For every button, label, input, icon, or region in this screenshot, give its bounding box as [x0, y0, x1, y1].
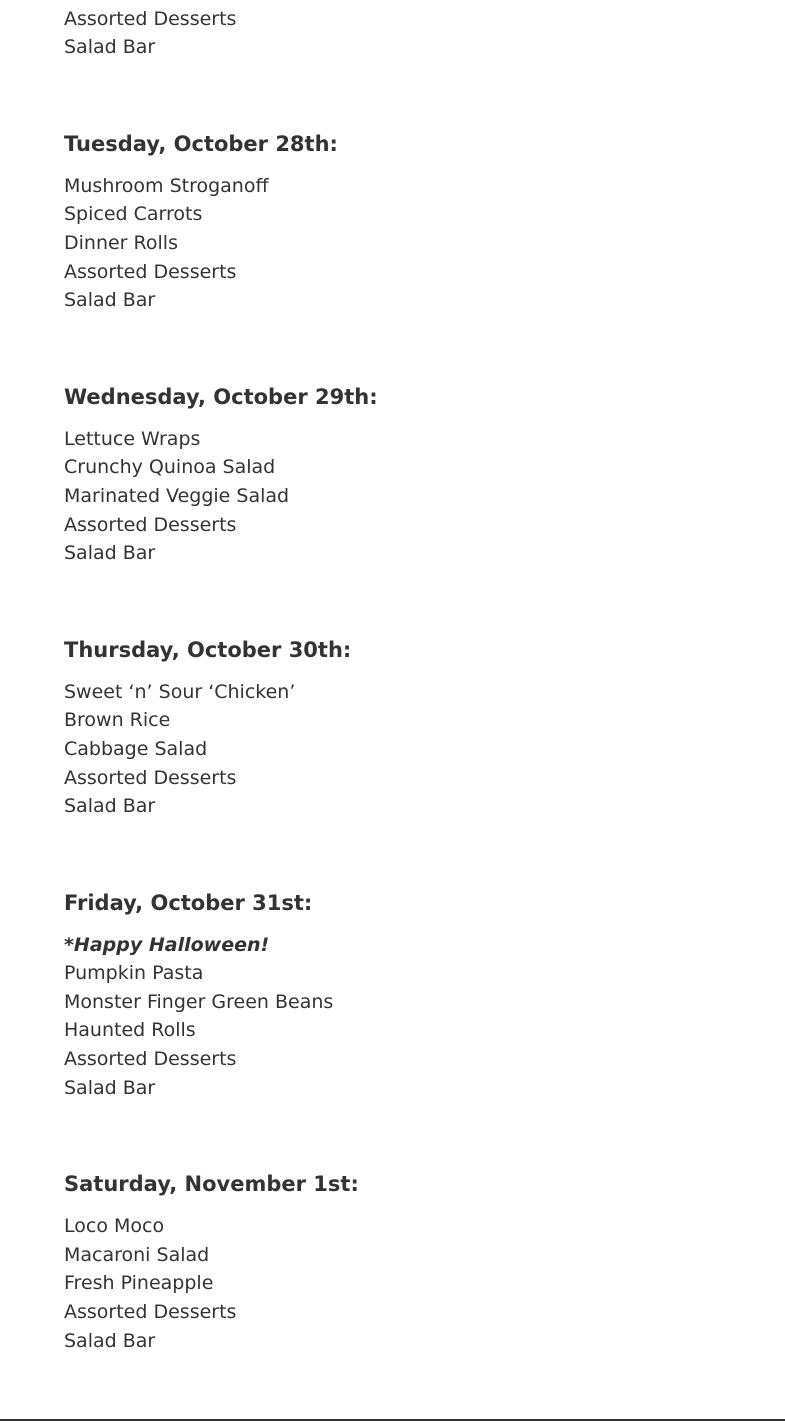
menu-item: Assorted Desserts — [64, 513, 237, 536]
menu-items — [64, 0, 765, 62]
menu-item: Assorted Desserts — [64, 260, 237, 283]
day-section-wednesday — [64, 383, 765, 568]
menu-items — [64, 172, 765, 315]
menu-item: Cabbage Salad — [64, 737, 208, 760]
menu-item: Assorted Desserts — [64, 766, 237, 789]
menu-item: Assorted Desserts — [64, 1301, 237, 1324]
menu-item: Salad Bar — [64, 1329, 156, 1352]
menu-items — [64, 1212, 765, 1355]
day-heading: Saturday, November 1st: — [64, 1172, 359, 1197]
menu-item: Dinner Rolls — [64, 231, 178, 254]
menu-item: Lettuce Wraps — [64, 427, 201, 450]
menu-item: Assorted Desserts — [64, 7, 237, 30]
menu-item: Crunchy Quinoa Salad — [64, 456, 276, 479]
menu-items — [64, 425, 765, 568]
menu-item: Salad Bar — [64, 542, 156, 565]
day-heading: Tuesday, October 28th: — [64, 131, 338, 156]
menu-item: Sweet ‘n’ Sour ‘Chicken’ — [64, 680, 296, 703]
menu-item: Spiced Carrots — [64, 203, 203, 226]
day-section-partial — [64, 0, 765, 62]
menu-item: Fresh Pineapple — [64, 1272, 214, 1295]
menu-item: Mushroom Stroganoff — [64, 174, 269, 197]
menu-item: Haunted Rolls — [64, 1019, 196, 1042]
halloween-note: *Happy Halloween! — [64, 933, 270, 956]
menu-item: Salad Bar — [64, 289, 156, 312]
menu-item: Loco Moco — [64, 1215, 165, 1238]
menu-item: Macaroni Salad — [64, 1243, 210, 1266]
menu-item: Assorted Desserts — [64, 1048, 237, 1071]
menu-item: Monster Finger Green Beans — [64, 990, 334, 1013]
bottom-divider — [0, 1419, 785, 1421]
menu-item: Salad Bar — [64, 1076, 156, 1099]
menu-list — [64, 0, 765, 1355]
day-section-thursday — [64, 636, 765, 821]
day-section-saturday — [64, 1170, 765, 1355]
menu-item: Marinated Veggie Salad — [64, 484, 290, 507]
day-section-friday — [64, 889, 765, 1103]
menu-items — [64, 678, 765, 821]
menu-items — [64, 931, 765, 1103]
day-heading: Thursday, October 30th: — [64, 637, 352, 662]
day-heading: Friday, October 31st: — [64, 890, 313, 915]
day-heading: Wednesday, October 29th: — [64, 384, 378, 409]
menu-item: Brown Rice — [64, 709, 171, 732]
menu-item: Pumpkin Pasta — [64, 962, 204, 985]
day-section-tuesday — [64, 130, 765, 315]
menu-item: Salad Bar — [64, 795, 156, 818]
menu-item: Salad Bar — [64, 36, 156, 59]
